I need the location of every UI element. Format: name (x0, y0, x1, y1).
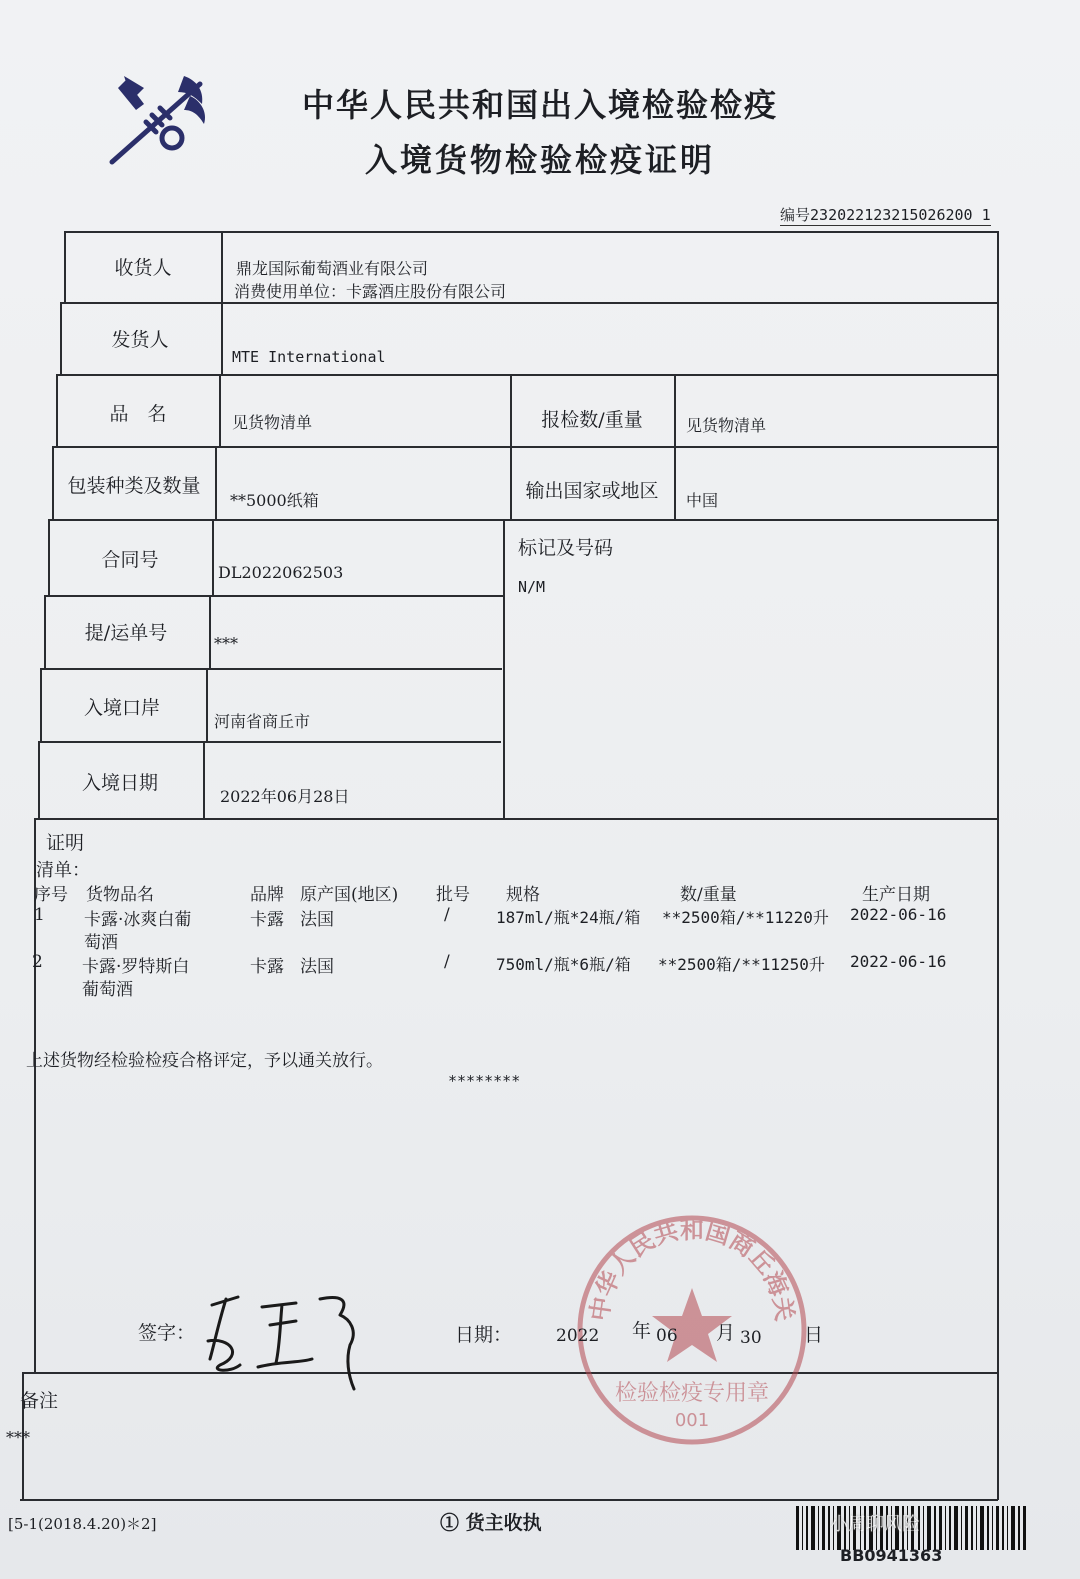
bill-value: *** (214, 634, 238, 653)
list-header (0, 880, 1000, 904)
origin-label: 输出国家或地区 (525, 480, 659, 502)
consignee-value: 鼎龙国际葡萄酒业有限公司 (236, 259, 429, 278)
row-no: 2 (32, 952, 43, 972)
serial-number (780, 204, 991, 226)
row-qty: **2500箱/**11250升 (658, 955, 825, 974)
row-name: 卡露·罗特斯白 (82, 957, 190, 977)
serial-label: 编号 (780, 206, 811, 224)
package-value: **5000纸箱 (230, 491, 319, 510)
col-batch: 批号 (436, 885, 470, 905)
row-brand: 卡露 (250, 957, 284, 977)
contract-value: DL2022062503 (218, 563, 344, 582)
copy-label: ① 货主收执 (440, 1512, 542, 1534)
sign-year-unit: 年 (632, 1320, 652, 1342)
origin-value: 中国 (686, 491, 719, 510)
package-label: 包装种类及数量 (67, 475, 201, 497)
row-brand: 卡露 (250, 910, 284, 930)
row-name-cont: 葡萄酒 (82, 980, 133, 1000)
row-spec: 187ml/瓶*24瓶/箱 (496, 908, 641, 927)
entry-date-label: 入境日期 (81, 772, 158, 794)
inspection-emblem-icon (104, 70, 216, 170)
certificate-label: 证明 (46, 832, 85, 854)
product-label: 品 名 (109, 403, 167, 425)
row-no: 1 (34, 905, 45, 925)
authority-title: 中华人民共和国出入境检验检疫 (301, 86, 778, 124)
col-spec: 规格 (506, 885, 540, 905)
contract-label: 合同号 (101, 549, 159, 571)
entry-date-value: 2022年06月28日 (220, 787, 350, 806)
row-name-cont: 萄酒 (84, 933, 118, 953)
sign-month-unit: 月 (716, 1322, 736, 1344)
col-no: 序号 (34, 885, 68, 905)
row-origin: 法国 (300, 957, 334, 977)
row-name: 卡露·冰爽白葡 (84, 910, 192, 930)
row-batch: / (444, 905, 450, 925)
seal-number: 001 (674, 1410, 710, 1431)
list-item (0, 952, 1000, 998)
qty-label: 报检数/重量 (541, 409, 643, 431)
sign-month: 06 (656, 1326, 678, 1346)
port-label: 入境口岸 (83, 697, 160, 719)
sign-label: 签字： (138, 1322, 196, 1344)
certificate-title: 入境货物检验检疫证明 (364, 141, 715, 179)
sign-day: 30 (740, 1328, 762, 1348)
sign-year: 2022 (556, 1326, 600, 1346)
remarks-value: *** (6, 1428, 30, 1447)
marks-label: 标记及号码 (518, 537, 614, 559)
sign-day-unit: 日 (804, 1324, 824, 1346)
row-origin: 法国 (300, 910, 334, 930)
handwritten-signature (200, 1285, 380, 1395)
qty-value: 见货物清单 (686, 416, 767, 435)
consignor-label: 发货人 (111, 329, 169, 351)
consignee-label: 收货人 (114, 257, 172, 279)
seal-text-bottom: 检验检疫专用章 (614, 1381, 770, 1406)
col-origin: 原产国(地区) (300, 885, 399, 905)
remarks-label: 备注 (20, 1390, 59, 1412)
row-date: 2022-06-16 (850, 952, 947, 971)
barcode-number: BB0941363 (840, 1546, 943, 1565)
row-date: 2022-06-16 (850, 905, 947, 924)
conclusion-text: 上述货物经检验检疫合格评定，予以通关放行。 (26, 1051, 383, 1071)
port-value: 河南省商丘市 (214, 712, 311, 731)
consignor-value: MTE International (232, 348, 386, 366)
marks-value: N/M (518, 578, 546, 596)
bill-label: 提/运单号 (84, 622, 168, 644)
seal-text-top: 中华人民共和国商丘海关 (585, 1215, 799, 1323)
sign-date-label: 日期： (455, 1324, 513, 1346)
watermark-text: 小周聊风险 (830, 1514, 920, 1535)
form-code: [5-1(2018.4.20)＊2] (8, 1515, 157, 1533)
row-spec: 750ml/瓶*6瓶/箱 (496, 955, 631, 974)
product-value: 见货物清单 (232, 413, 313, 432)
row-batch: / (444, 952, 450, 972)
col-date: 生产日期 (862, 885, 930, 905)
official-seal (572, 1210, 812, 1450)
col-brand: 品牌 (250, 885, 284, 905)
list-item (0, 905, 1000, 951)
col-name: 货物品名 (86, 885, 154, 905)
conclusion-stars: ******** (448, 1072, 521, 1090)
col-qty: 数/重量 (680, 885, 737, 905)
serial-value: 232022123215026200 1 (810, 206, 991, 224)
consignee-user: 消费使用单位：卡露酒庄股份有限公司 (234, 282, 507, 301)
row-qty: **2500箱/**11220升 (662, 908, 829, 927)
list-label: 清单： (36, 860, 90, 881)
